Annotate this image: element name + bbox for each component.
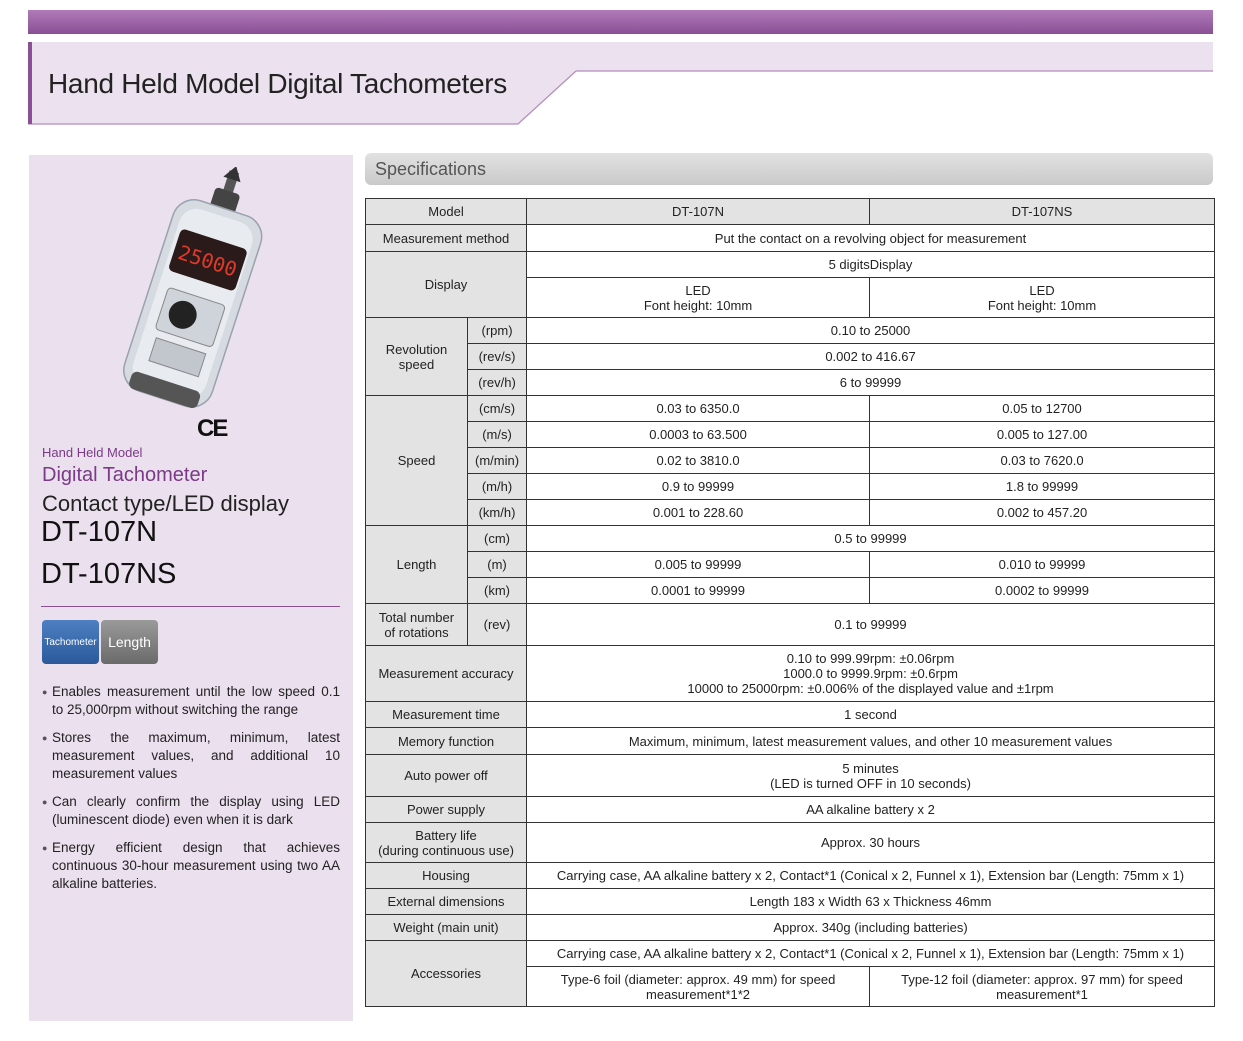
auto-power-off-value bbox=[527, 755, 1215, 797]
table-row bbox=[366, 318, 1215, 344]
table-cell: 0.005 to 127.00 bbox=[870, 422, 1215, 448]
table-cell: 0.03 to 7620.0 bbox=[870, 448, 1215, 474]
unit-label: (rev) bbox=[468, 604, 527, 646]
measurement-time-label: Measurement time bbox=[366, 702, 527, 728]
table-cell: Carrying case, AA alkaline battery x 2, Contact*1 (Conical x 2, Funnel x 1), Extension bar (Length: 75mm x 1) bbox=[527, 941, 1215, 967]
table-cell: Type-6 foil (diameter: approx. 49 mm) for speed measurement*1*2 bbox=[527, 967, 870, 1007]
top-accent-bar bbox=[28, 10, 1213, 34]
table-cell: 0.5 to 99999 bbox=[527, 526, 1215, 552]
table-cell: 0.03 to 6350.0 bbox=[527, 396, 870, 422]
feature-item: ● Can clearly confirm the display using LED (luminescent diode) even when it is dark bbox=[42, 793, 340, 829]
cell-line: 0.10 to 999.99rpm: ±0.06rpm bbox=[786, 651, 955, 666]
table-cell: 0.001 to 228.60 bbox=[527, 500, 870, 526]
display-digits: 5 digitsDisplay bbox=[527, 252, 1215, 278]
table-row bbox=[366, 370, 1215, 396]
table-row bbox=[366, 863, 1215, 889]
total-rotations-label bbox=[366, 604, 468, 646]
table-cell: Carrying case, AA alkaline battery x 2, Contact*1 (Conical x 2, Funnel x 1), Extension bar (Length: 75mm x 1) bbox=[527, 863, 1215, 889]
power-supply-label: Power supply bbox=[366, 797, 527, 823]
cell-line: 5 minutes bbox=[842, 760, 899, 776]
product-category: Hand Held Model bbox=[42, 445, 143, 460]
accuracy-label: Measurement accuracy bbox=[366, 646, 527, 702]
accuracy-value bbox=[527, 646, 1215, 702]
cell-line: of rotations bbox=[384, 624, 449, 640]
table-cell: 0.02 to 3810.0 bbox=[527, 448, 870, 474]
table-cell: 0.002 to 416.67 bbox=[527, 344, 1215, 370]
model-name-1: DT-107N bbox=[41, 516, 158, 548]
specifications-header bbox=[365, 153, 1213, 185]
page-title: Hand Held Model Digital Tachometers bbox=[48, 68, 507, 99]
table-cell: 0.002 to 457.20 bbox=[870, 500, 1215, 526]
table-row bbox=[366, 604, 1215, 646]
table-row bbox=[366, 702, 1215, 728]
product-panel bbox=[29, 155, 353, 1021]
weight-label: Weight (main unit) bbox=[366, 915, 527, 941]
measurement-method-value: Put the contact on a revolving object for measurement bbox=[527, 225, 1215, 252]
tachometer-device-image bbox=[109, 167, 289, 417]
table-cell: Approx. 340g (including batteries) bbox=[527, 915, 1215, 941]
table-cell: 0.0002 to 99999 bbox=[870, 578, 1215, 604]
table-cell: Length 183 x Width 63 x Thickness 46mm bbox=[527, 889, 1215, 915]
unit-label: (m/min) bbox=[468, 448, 527, 474]
unit-label: (m/h) bbox=[468, 474, 527, 500]
unit-label: (m) bbox=[468, 552, 527, 578]
auto-power-off-label: Auto power off bbox=[366, 755, 527, 797]
table-row bbox=[366, 797, 1215, 823]
table-row bbox=[366, 344, 1215, 370]
table-row bbox=[366, 552, 1215, 578]
revolution-speed-label bbox=[366, 318, 468, 396]
table-cell: Maximum, minimum, latest measurement values, and other 10 measurement values bbox=[527, 728, 1215, 755]
feature-item: ● Enables measurement until the low speed 0.1 to 25,000rpm without switching the range bbox=[42, 683, 340, 719]
measurement-method-label: Measurement method bbox=[366, 225, 527, 252]
cell-line: 1000.0 to 9999.9rpm: ±0.6rpm bbox=[783, 666, 958, 681]
dimensions-label: External dimensions bbox=[366, 889, 527, 915]
specifications-table bbox=[365, 198, 1215, 1007]
cell-line: LED bbox=[685, 282, 711, 298]
cell-line: speed bbox=[398, 356, 435, 372]
unit-label: (rev/s) bbox=[468, 344, 527, 370]
cell-line: 10000 to 25000rpm: ±0.006% of the displayed value and ±1rpm bbox=[687, 681, 1054, 696]
specifications-title: Specifications bbox=[375, 159, 487, 179]
table-cell: 6 to 99999 bbox=[527, 370, 1215, 396]
display-ns bbox=[870, 278, 1215, 318]
table-cell: 1.8 to 99999 bbox=[870, 474, 1215, 500]
cell-line: Total number bbox=[378, 609, 455, 625]
table-cell: 0.010 to 99999 bbox=[870, 552, 1215, 578]
model-dt107ns: DT-107NS bbox=[870, 199, 1215, 225]
unit-label: (cm/s) bbox=[468, 396, 527, 422]
table-cell: Approx. 30 hours bbox=[527, 823, 1215, 863]
unit-label: (cm) bbox=[468, 526, 527, 552]
battery-life-label bbox=[366, 823, 527, 863]
length-badge: Length bbox=[101, 620, 158, 664]
table-row bbox=[366, 225, 1215, 252]
device-display-text: 25000 bbox=[175, 240, 240, 282]
table-row bbox=[366, 728, 1215, 755]
table-row bbox=[366, 755, 1215, 797]
unit-label: (rev/h) bbox=[468, 370, 527, 396]
table-row bbox=[366, 578, 1215, 604]
table-cell: 0.05 to 12700 bbox=[870, 396, 1215, 422]
table-row bbox=[366, 474, 1215, 500]
tachometer-badge: Tachometer bbox=[42, 620, 99, 664]
cell-line: (during continuous use) bbox=[378, 842, 514, 858]
table-cell: 0.9 to 99999 bbox=[527, 474, 870, 500]
product-name: Digital Tachometer bbox=[42, 464, 208, 486]
ce-mark: CE bbox=[197, 415, 227, 442]
table-row bbox=[366, 941, 1215, 967]
feature-item: ● Stores the maximum, minimum, latest measurement values, and additional 10 measurement values bbox=[42, 729, 340, 783]
cell-line: (LED is turned OFF in 10 seconds) bbox=[770, 775, 971, 791]
table-row bbox=[366, 500, 1215, 526]
memory-function-label: Memory function bbox=[366, 728, 527, 755]
product-type: Contact type/LED display bbox=[42, 491, 290, 516]
table-row bbox=[366, 915, 1215, 941]
display-n bbox=[527, 278, 870, 318]
table-cell: 0.1 to 99999 bbox=[527, 604, 1215, 646]
table-cell: 0.005 to 99999 bbox=[527, 552, 870, 578]
table-row bbox=[366, 526, 1215, 552]
feature-list bbox=[42, 683, 340, 903]
unit-label: (m/s) bbox=[468, 422, 527, 448]
table-cell: Type-12 foil (diameter: approx. 97 mm) for speed measurement*1 bbox=[870, 967, 1215, 1007]
table-row bbox=[366, 646, 1215, 702]
model-name-2: DT-107NS bbox=[41, 558, 177, 590]
speed-label: Speed bbox=[366, 396, 468, 526]
table-cell: 1 second bbox=[527, 702, 1215, 728]
cell-line: LED bbox=[1029, 282, 1055, 298]
accessories-label: Accessories bbox=[366, 941, 527, 1007]
model-dt107n: DT-107N bbox=[527, 199, 870, 225]
table-row bbox=[366, 823, 1215, 863]
cell-line: Revolution bbox=[385, 341, 448, 357]
display-label: Display bbox=[366, 252, 527, 318]
length-label: Length bbox=[366, 526, 468, 604]
cell-line: Font height: 10mm bbox=[643, 297, 753, 313]
cell-line: Font height: 10mm bbox=[987, 297, 1097, 313]
table-row bbox=[366, 448, 1215, 474]
unit-label: (km) bbox=[468, 578, 527, 604]
model-header: Model bbox=[366, 199, 527, 225]
feature-item: ● Energy efficient design that achieves continuous 30-hour measurement using two AA alkaline batteries. bbox=[42, 839, 340, 893]
table-row bbox=[366, 199, 1215, 225]
table-row bbox=[366, 422, 1215, 448]
unit-label: (km/h) bbox=[468, 500, 527, 526]
table-cell: 0.10 to 25000 bbox=[527, 318, 1215, 344]
table-row bbox=[366, 396, 1215, 422]
table-cell: AA alkaline battery x 2 bbox=[527, 797, 1215, 823]
table-cell: 0.0001 to 99999 bbox=[527, 578, 870, 604]
divider bbox=[41, 606, 340, 607]
cell-line: Battery life bbox=[415, 827, 477, 843]
table-row bbox=[366, 889, 1215, 915]
table-cell: 0.0003 to 63.500 bbox=[527, 422, 870, 448]
table-row bbox=[366, 252, 1215, 278]
unit-label: (rpm) bbox=[468, 318, 527, 344]
housing-label: Housing bbox=[366, 863, 527, 889]
